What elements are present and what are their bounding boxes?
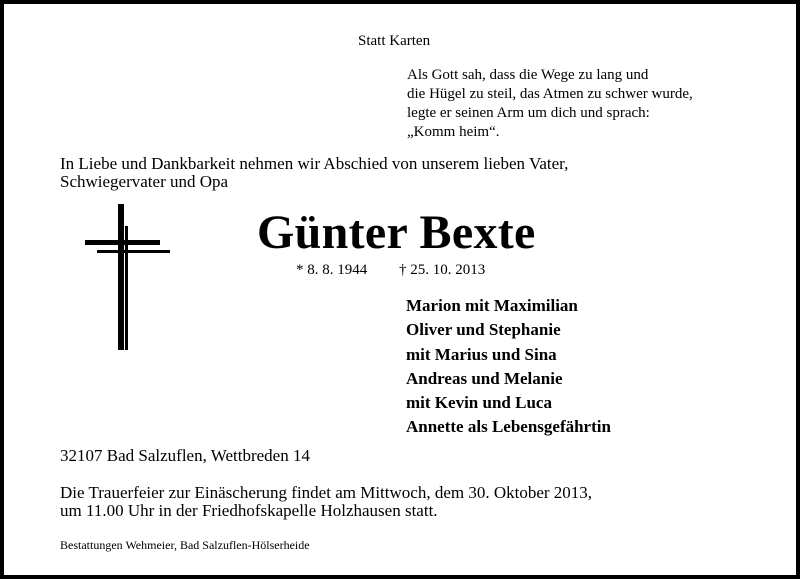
poem-line: Als Gott sah, dass die Wege zu lang und (407, 67, 649, 83)
undertaker: Bestattungen Wehmeier, Bad Salzuflen-Hölserheide (60, 538, 310, 552)
mourner-line: Andreas und Melanie (406, 368, 563, 388)
poem-line: „Komm heim“. (407, 124, 500, 140)
address: 32107 Bad Salzuflen, Wettbreden 14 (60, 446, 310, 465)
poem-line: legte er seinen Arm um dich und sprach: (407, 105, 650, 121)
deceased-name: Günter Bexte (257, 206, 536, 259)
poem-line: die Hügel zu steil, das Atmen zu schwer wurde, (407, 86, 693, 102)
intro-text (60, 155, 568, 191)
mourner-line: Annette als Lebensgefährtin (406, 417, 611, 437)
intro-line: Schwiegervater und Opa (60, 172, 229, 191)
mourner-line: Oliver und Stephanie (406, 320, 561, 340)
notice-header: Statt Karten (358, 33, 431, 49)
mourners-list (406, 294, 611, 440)
life-dates (296, 262, 485, 279)
mourner-line: Marion mit Maximilian (406, 296, 578, 315)
service-line: Die Trauerfeier zur Einäscherung findet am Mittwoch, dem 30. Oktober 2013, (60, 483, 593, 502)
service-line: um 11.00 Uhr in der Friedhofskapelle Holzhausen statt. (60, 501, 438, 520)
poem (407, 66, 693, 142)
death-date: † 25. 10. 2013 (399, 262, 486, 278)
double-cross-icon (85, 204, 170, 350)
service-info (60, 484, 592, 520)
intro-line: In Liebe und Dankbarkeit nehmen wir Abschied von unserem lieben Vater, (60, 154, 569, 173)
mourner-line: mit Kevin und Luca (406, 393, 552, 413)
birth-date: * 8. 8. 1944 (296, 262, 368, 278)
mourner-line: mit Marius und Sina (406, 344, 557, 364)
